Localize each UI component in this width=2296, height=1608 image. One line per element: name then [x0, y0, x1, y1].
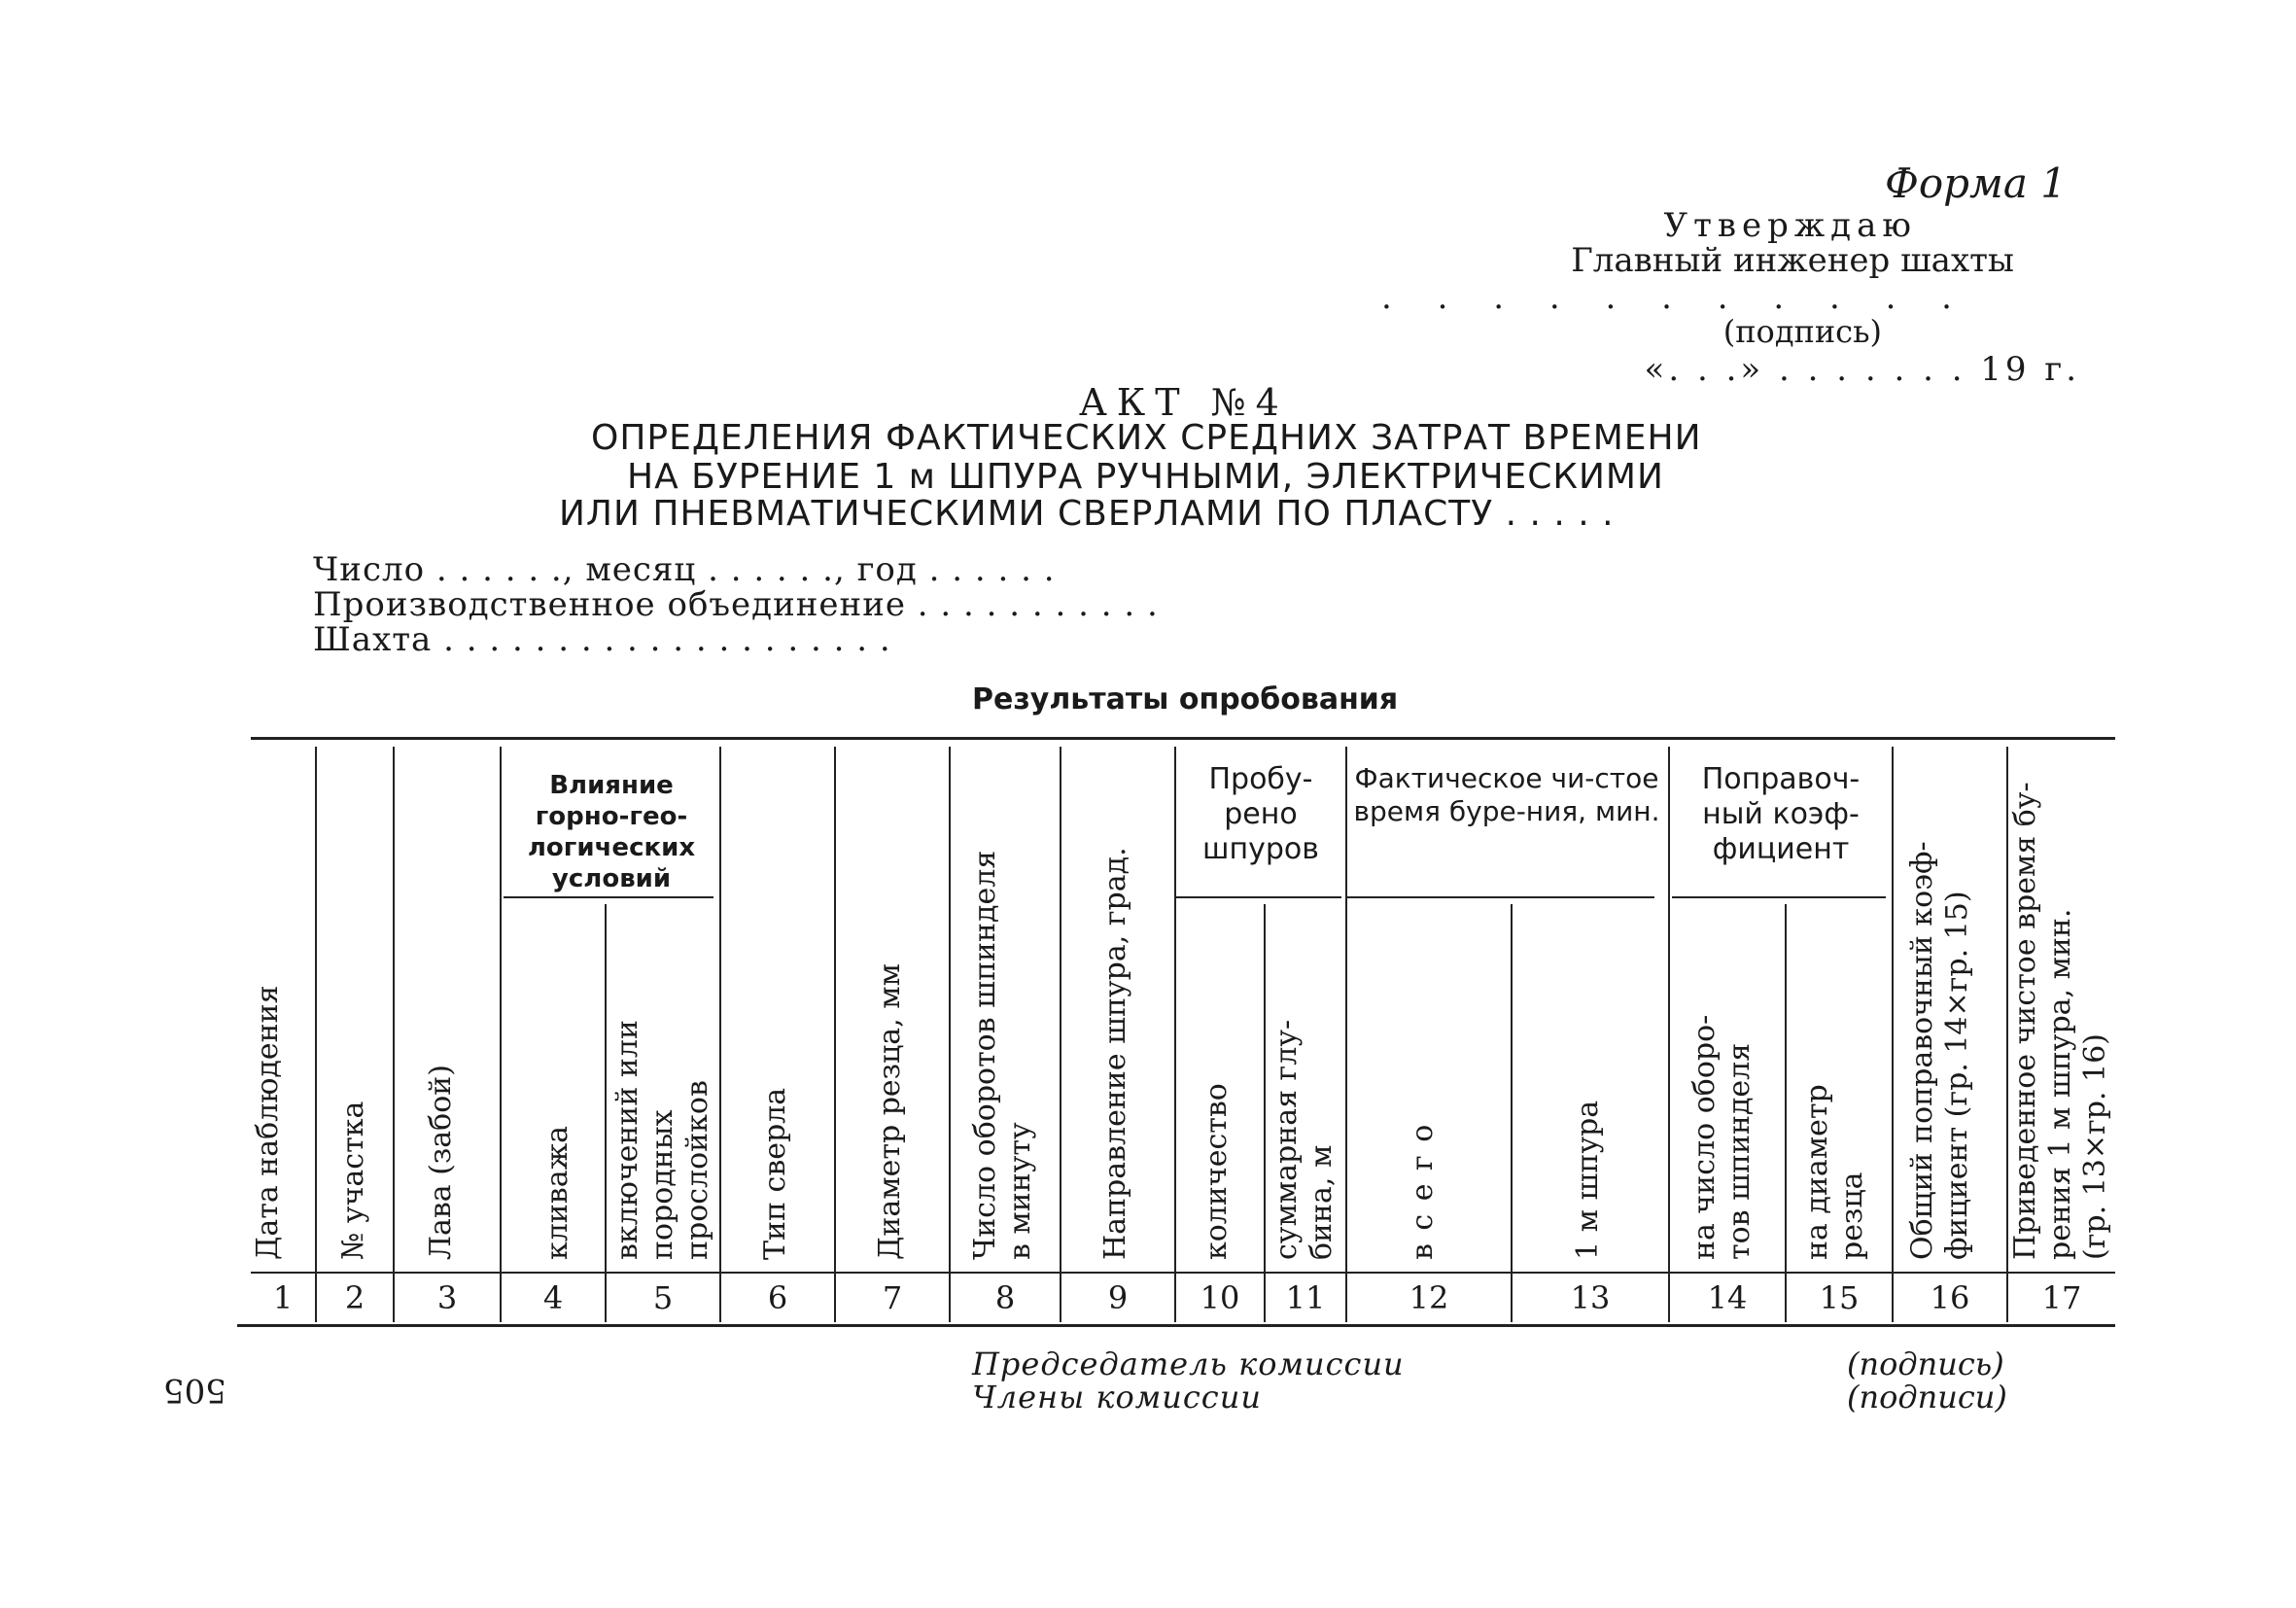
group-header-geo: Влияние горно-гео-логических условий — [527, 771, 696, 893]
col-number: 2 — [344, 1279, 365, 1316]
table-bottom-line — [237, 1324, 2115, 1327]
coef-group-line — [1672, 896, 1886, 898]
table-top-line — [251, 737, 2115, 740]
col-number: 7 — [882, 1279, 903, 1316]
col-header-face: Лава (забой) — [424, 1064, 458, 1260]
col-header-cutter-diameter: Диаметр резца, мм — [873, 963, 907, 1260]
col-number: 6 — [767, 1279, 788, 1316]
col-header-date: Дата наблюдения — [251, 985, 285, 1260]
commission-members: Члены комиссии — [972, 1379, 1262, 1416]
col-header-section: № участка — [336, 1101, 370, 1260]
col-header-general-coef: Общий поправочный коэф- фициент (гр. 14×гр. 15) — [1905, 841, 1974, 1260]
title-line-1: ОПРЕДЕЛЕНИЯ ФАКТИЧЕСКИХ СРЕДНИХ ЗАТРАТ ВРЕМЕНИ — [591, 418, 1702, 458]
date-line: «. . .» . . . . . . . 19 г. — [1644, 350, 2080, 389]
col-header-time-per-meter: 1 м шпура — [1571, 1100, 1605, 1260]
chair-signature: (подпись) — [1847, 1346, 2004, 1382]
col-number: 3 — [436, 1279, 458, 1316]
geo-group-line — [504, 896, 713, 898]
col-header-inclusions: включений или породных прослойков — [610, 1020, 714, 1260]
signature-dots: . . . . . . . . . . . — [1381, 278, 1969, 317]
results-title: Результаты опробования — [972, 682, 1399, 717]
meta-date-line: Число . . . . . ., месяц . . . . . ., год . . . . . . — [313, 550, 1056, 589]
col-divider — [315, 747, 317, 1322]
meta-mine-line: Шахта . . . . . . . . . . . . . . . . . . . . — [313, 620, 891, 659]
col-number: 8 — [994, 1279, 1016, 1316]
group-header-time: Фактическое чи-стое время буре-ния, мин. — [1353, 762, 1660, 827]
col-divider — [1785, 904, 1787, 1322]
col-header-time-total: в с е г о — [1406, 1122, 1440, 1260]
col-number: 9 — [1107, 1279, 1129, 1316]
meta-association-line: Производственное объединение . . . . . . . . . . . — [313, 585, 1159, 624]
col-number: 4 — [542, 1279, 564, 1316]
title-line-3: ИЛИ ПНЕВМАТИЧЕСКИМИ СВЕРЛАМИ ПО ПЛАСТУ . . . . . — [559, 494, 1615, 534]
col-divider — [1345, 747, 1347, 1322]
col-divider — [500, 747, 502, 1322]
col-number: 11 — [1285, 1279, 1326, 1316]
col-header-total-depth: суммарная глу- бина, м — [1270, 1019, 1339, 1260]
drilled-group-line — [1176, 896, 1341, 898]
col-divider — [1264, 904, 1266, 1322]
col-divider — [1668, 747, 1670, 1322]
col-header-coef-diameter: на диаметр резца — [1800, 1084, 1869, 1260]
group-header-drilled: Пробу-рено шпуров — [1202, 762, 1319, 866]
col-number: 13 — [1570, 1279, 1611, 1316]
col-divider — [1174, 747, 1176, 1322]
signature-label: (подпись) — [1722, 313, 1882, 350]
col-number: 10 — [1200, 1279, 1240, 1316]
form-label: Форма 1 — [1885, 159, 2067, 207]
chief-engineer-label: Главный инженер шахты — [1571, 241, 2014, 280]
col-number: 12 — [1409, 1279, 1449, 1316]
act-number: АКТ №4 — [1079, 381, 1289, 424]
col-divider — [719, 747, 721, 1322]
col-divider — [1511, 904, 1513, 1322]
col-header-spindle-rpm: Число оборотов шпинделя в минуту — [968, 850, 1037, 1260]
page-number: 505 — [163, 1371, 226, 1410]
col-header-quantity: количество — [1200, 1083, 1234, 1260]
col-header-coef-rpm: на число оборо- тов шпинделя — [1687, 1014, 1757, 1260]
col-divider — [1060, 747, 1061, 1322]
col-divider — [393, 747, 395, 1322]
commission-chair: Председатель комиссии — [972, 1346, 1405, 1382]
members-signatures: (подписи) — [1847, 1379, 2007, 1416]
col-number: 16 — [1930, 1279, 1970, 1316]
col-number: 17 — [2041, 1279, 2082, 1316]
col-divider — [1892, 747, 1894, 1322]
col-header-drill-type: Тип сверла — [758, 1087, 792, 1260]
group-header-coef: Поправоч-ный коэф-фициент — [1701, 762, 1861, 866]
title-line-2: НА БУРЕНИЕ 1 м ШПУРА РУЧНЫМИ, ЭЛЕКТРИЧЕСКИМИ — [627, 457, 1664, 497]
col-number: 1 — [272, 1279, 294, 1316]
approve-label: Утверждаю — [1663, 206, 1917, 245]
col-number: 14 — [1707, 1279, 1748, 1316]
time-group-line — [1345, 896, 1654, 898]
col-header-reduced-time: Приведенное чистое время бу- рения 1 м шпура, мин. (гр. 13×гр. 16) — [2008, 782, 2112, 1260]
col-number: 5 — [652, 1279, 674, 1316]
col-header-cleavage: кливажа — [540, 1125, 574, 1260]
col-number: 15 — [1819, 1279, 1860, 1316]
col-divider — [949, 747, 951, 1322]
numbers-top-line — [251, 1272, 2115, 1274]
col-divider — [834, 747, 836, 1322]
col-header-direction: Направление шпура, град. — [1098, 847, 1132, 1260]
col-divider — [605, 904, 607, 1322]
